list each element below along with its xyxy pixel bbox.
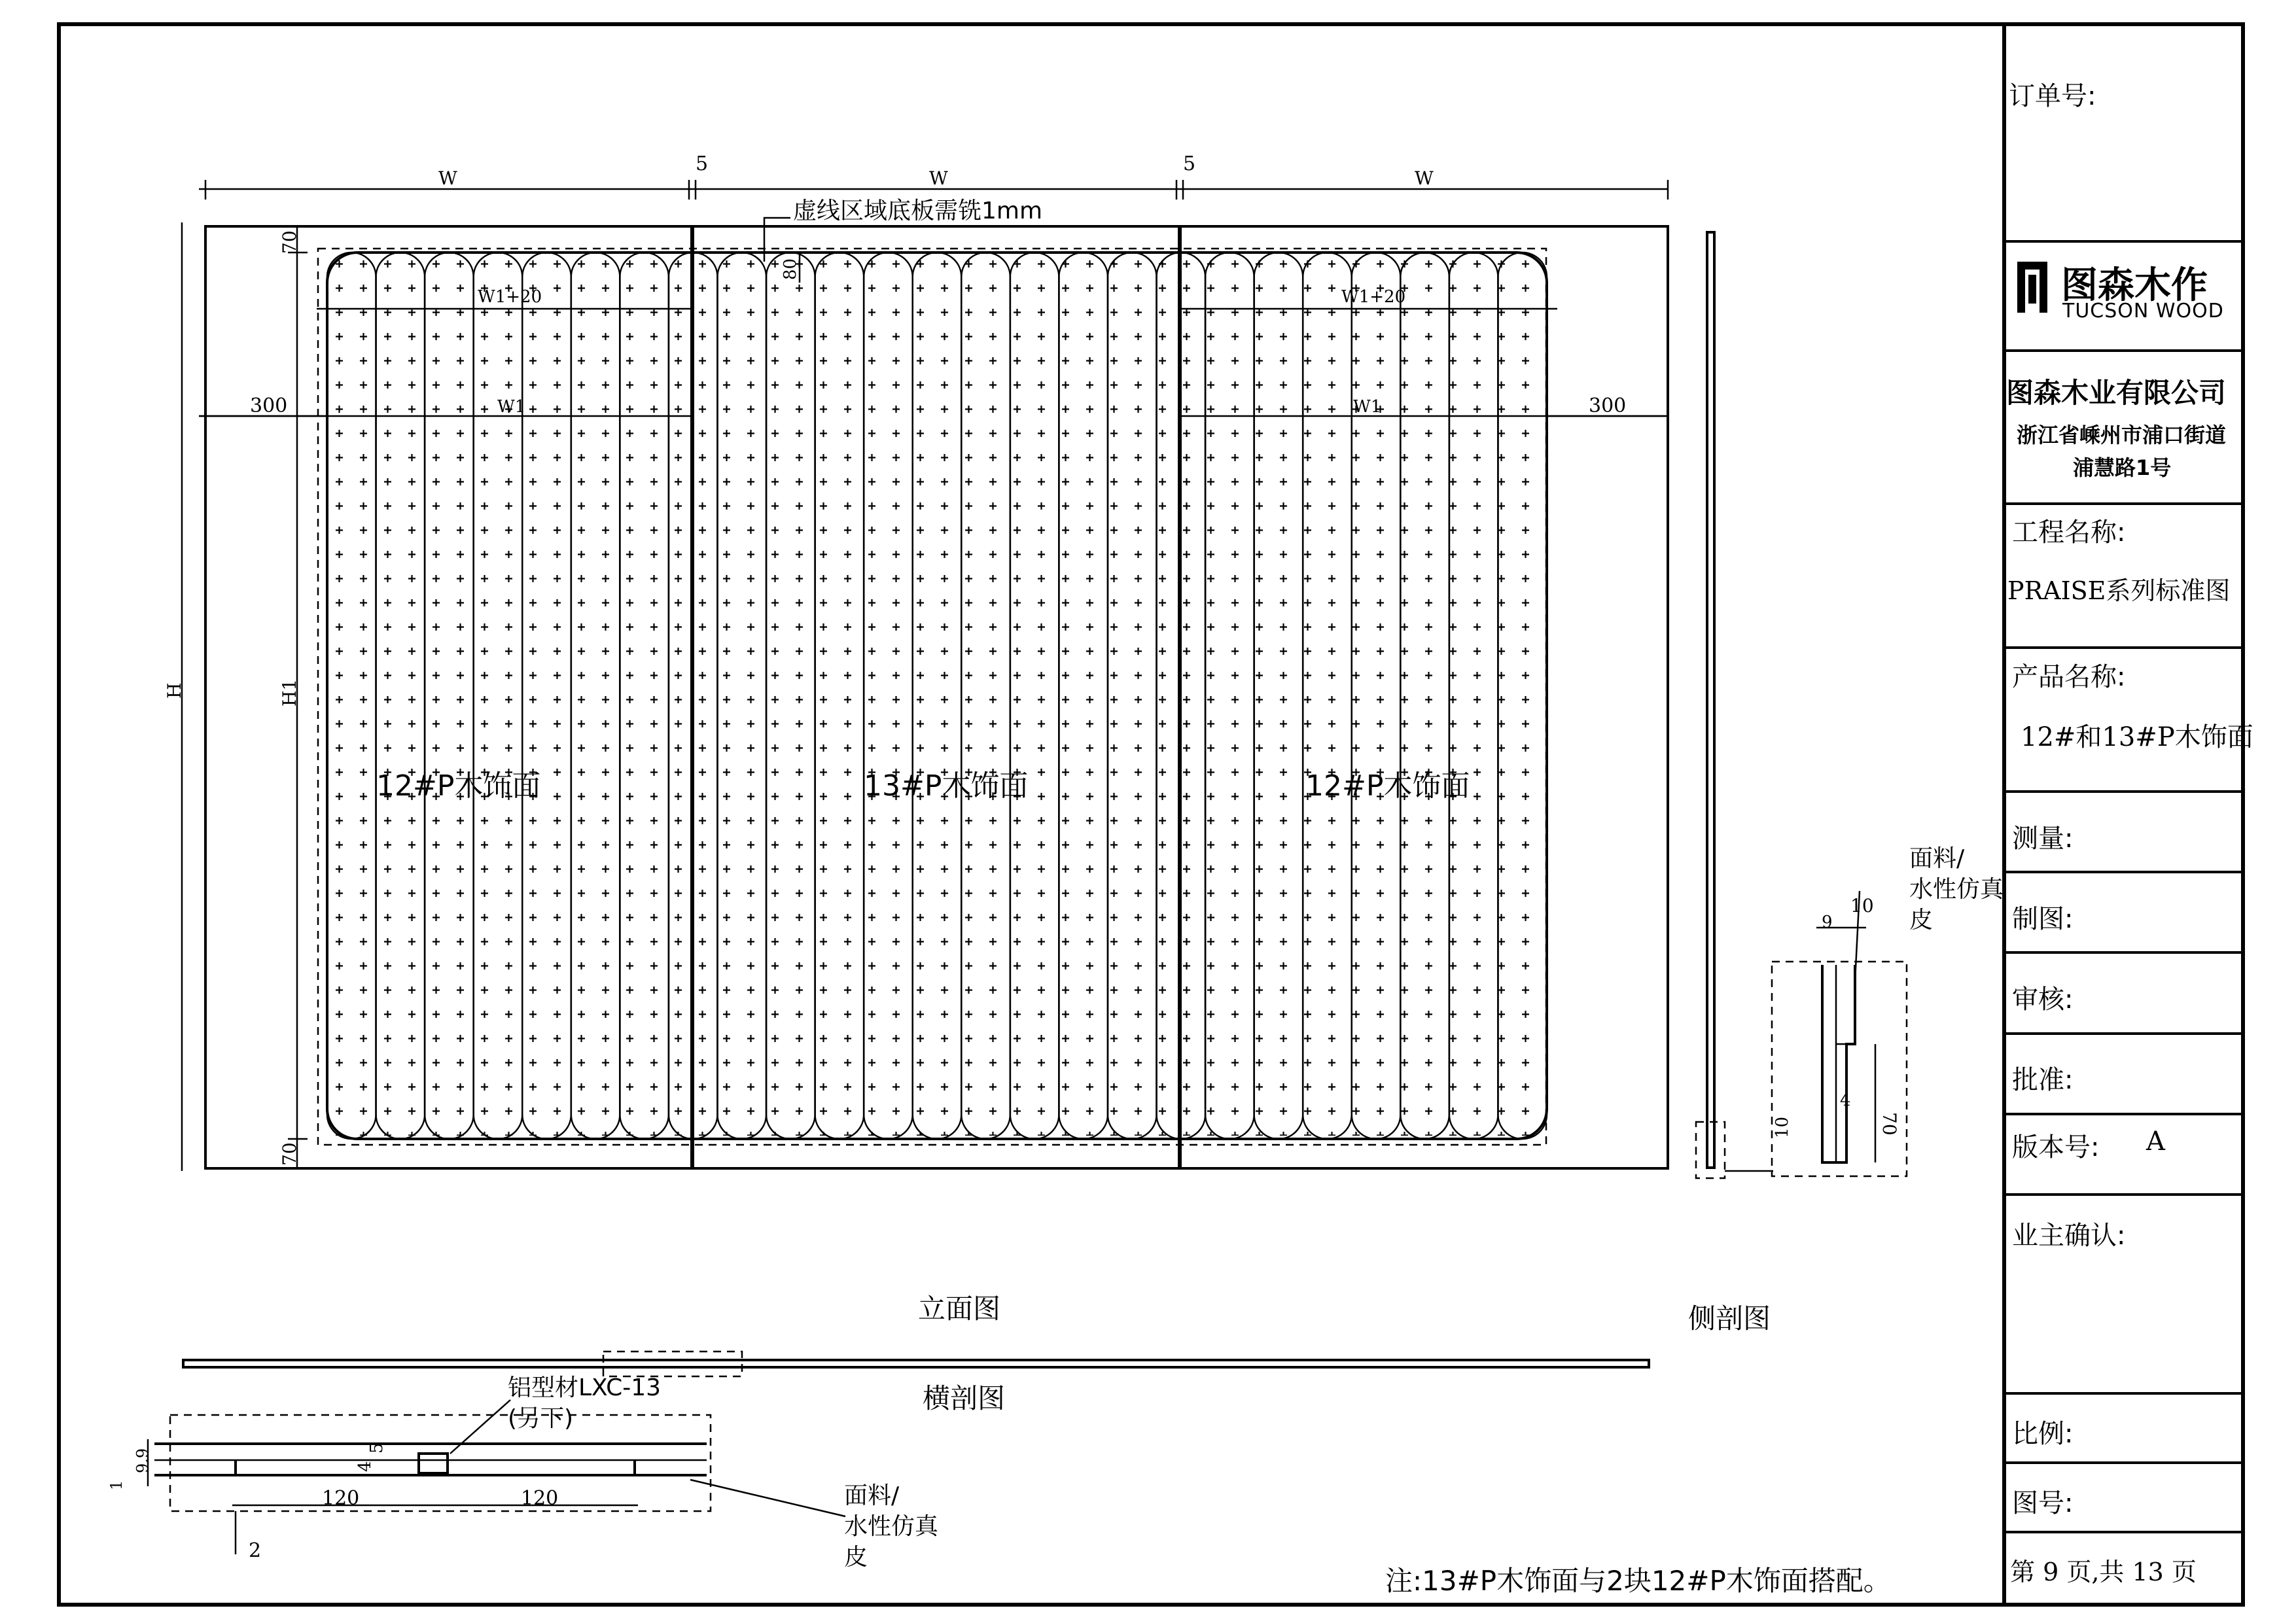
owner-confirm-label: 业主确认: bbox=[2012, 1221, 2126, 1251]
product-value: 12#和13#P木饰面 bbox=[2021, 722, 2253, 752]
cross-material-3: 皮 bbox=[844, 1544, 868, 1571]
cross-material-2: 水性仿真 bbox=[844, 1513, 939, 1540]
side-detail-callout-box bbox=[1696, 1122, 1725, 1178]
mill-note: 虚线区域底板需铣1mm bbox=[793, 198, 1043, 224]
side-profile bbox=[1822, 965, 1855, 1162]
project-value: PRAISE系列标准图 bbox=[2007, 576, 2231, 605]
elevation-view-title: 立面图 bbox=[918, 1293, 1001, 1325]
approve-label: 批准: bbox=[2012, 1065, 2074, 1095]
cross-dim-2: 2 bbox=[249, 1539, 262, 1562]
dim-gap-left: 5 bbox=[696, 152, 709, 175]
dim-h: H bbox=[164, 682, 185, 699]
side-dim-70: 70 bbox=[1879, 1112, 1900, 1136]
cross-view-title: 横剖图 bbox=[923, 1382, 1006, 1414]
cross-board bbox=[183, 1360, 1649, 1367]
cross-detail-frame bbox=[170, 1415, 711, 1511]
side-board-strip bbox=[1707, 232, 1714, 1168]
company-address-1: 浙江省嵊州市浦口街道 bbox=[2017, 423, 2227, 447]
side-section-view bbox=[1688, 232, 2005, 1335]
page-indicator: 第 9 页,共 13 页 bbox=[2010, 1558, 2197, 1586]
dim-300-left: 300 bbox=[250, 394, 288, 417]
dim-w1-20-left: W1+20 bbox=[478, 287, 542, 307]
drawing-note: 注:13#P木饰面与2块12#P木饰面搭配。 bbox=[1385, 1565, 1891, 1597]
dim-w-center: W bbox=[929, 167, 948, 189]
company-address-2: 浦慧路1号 bbox=[2073, 455, 2172, 480]
dim-w1-right: W1 bbox=[1353, 397, 1382, 417]
dim-80: 80 bbox=[781, 258, 800, 280]
version-value: A bbox=[2146, 1126, 2165, 1157]
side-dim-4: 4 bbox=[1840, 1091, 1851, 1110]
dim-70-bottom: 70 bbox=[279, 1142, 300, 1166]
dim-h1: H1 bbox=[279, 678, 300, 707]
cross-al-callout-1: 铝型材LXC-13 bbox=[508, 1374, 662, 1401]
cross-al-callout-2: (另下) bbox=[508, 1405, 574, 1432]
side-detail-frame bbox=[1772, 962, 1907, 1176]
side-view-title: 侧剖图 bbox=[1688, 1302, 1771, 1335]
cross-detail-callout-box bbox=[603, 1352, 742, 1376]
review-label: 审核: bbox=[2012, 985, 2074, 1015]
brand-name-en: TUCSON WOOD bbox=[2062, 300, 2224, 323]
cross-aluminium-profile bbox=[419, 1454, 448, 1473]
scale-label: 比例: bbox=[2012, 1419, 2074, 1449]
product-label: 产品名称: bbox=[2012, 662, 2126, 692]
cross-material-leader bbox=[690, 1480, 845, 1516]
cross-dim-99: 9.9 bbox=[133, 1448, 152, 1473]
version-label: 版本号: bbox=[2012, 1132, 2100, 1162]
company-name: 图森木业有限公司 bbox=[2006, 377, 2227, 409]
dim-w-right: W bbox=[1415, 167, 1434, 189]
side-dim-9: 9 bbox=[1822, 913, 1833, 932]
panel-label-right: 12#P木饰面 bbox=[1305, 769, 1470, 803]
dim-70-top: 70 bbox=[279, 230, 300, 254]
dim-w1-20-right: W1+20 bbox=[1341, 287, 1406, 307]
cross-dim-5: 5 bbox=[367, 1442, 387, 1454]
drawing-no-label: 图号: bbox=[2012, 1488, 2074, 1518]
cross-section-view bbox=[107, 1352, 1649, 1571]
elevation-view bbox=[164, 152, 1668, 1325]
cross-material-1: 面料/ bbox=[844, 1482, 900, 1509]
side-dim-10: 10 bbox=[1850, 895, 1874, 916]
cross-al-leader bbox=[450, 1400, 510, 1454]
cross-dim-120a: 120 bbox=[322, 1487, 360, 1510]
cross-dim-4: 4 bbox=[355, 1461, 375, 1472]
side-dim-10b: 10 bbox=[1773, 1116, 1792, 1138]
panel-label-left: 12#P木饰面 bbox=[376, 769, 541, 803]
measure-label: 测量: bbox=[2012, 824, 2074, 854]
dim-w1-left: W1 bbox=[497, 397, 526, 417]
order-no-label: 订单号: bbox=[2009, 81, 2096, 111]
cross-dim-120b: 120 bbox=[521, 1487, 559, 1510]
panel-label-center: 13#P木饰面 bbox=[864, 769, 1029, 803]
side-material-2: 水性仿真 bbox=[1909, 876, 2004, 903]
dim-w-left: W bbox=[438, 167, 457, 189]
dim-gap-right: 5 bbox=[1183, 152, 1196, 175]
side-material-3: 皮 bbox=[1909, 907, 1934, 934]
draw-label: 制图: bbox=[2012, 904, 2074, 934]
brand-name-cn: 图森木作 bbox=[2061, 264, 2208, 307]
project-label: 工程名称: bbox=[2012, 517, 2126, 548]
side-material-1: 面料/ bbox=[1909, 845, 1965, 872]
perforation-pattern bbox=[327, 253, 1538, 1136]
dim-300-right: 300 bbox=[1589, 394, 1627, 417]
cross-dim-1: 1 bbox=[107, 1480, 126, 1490]
brand-logo-icon bbox=[2017, 262, 2047, 313]
